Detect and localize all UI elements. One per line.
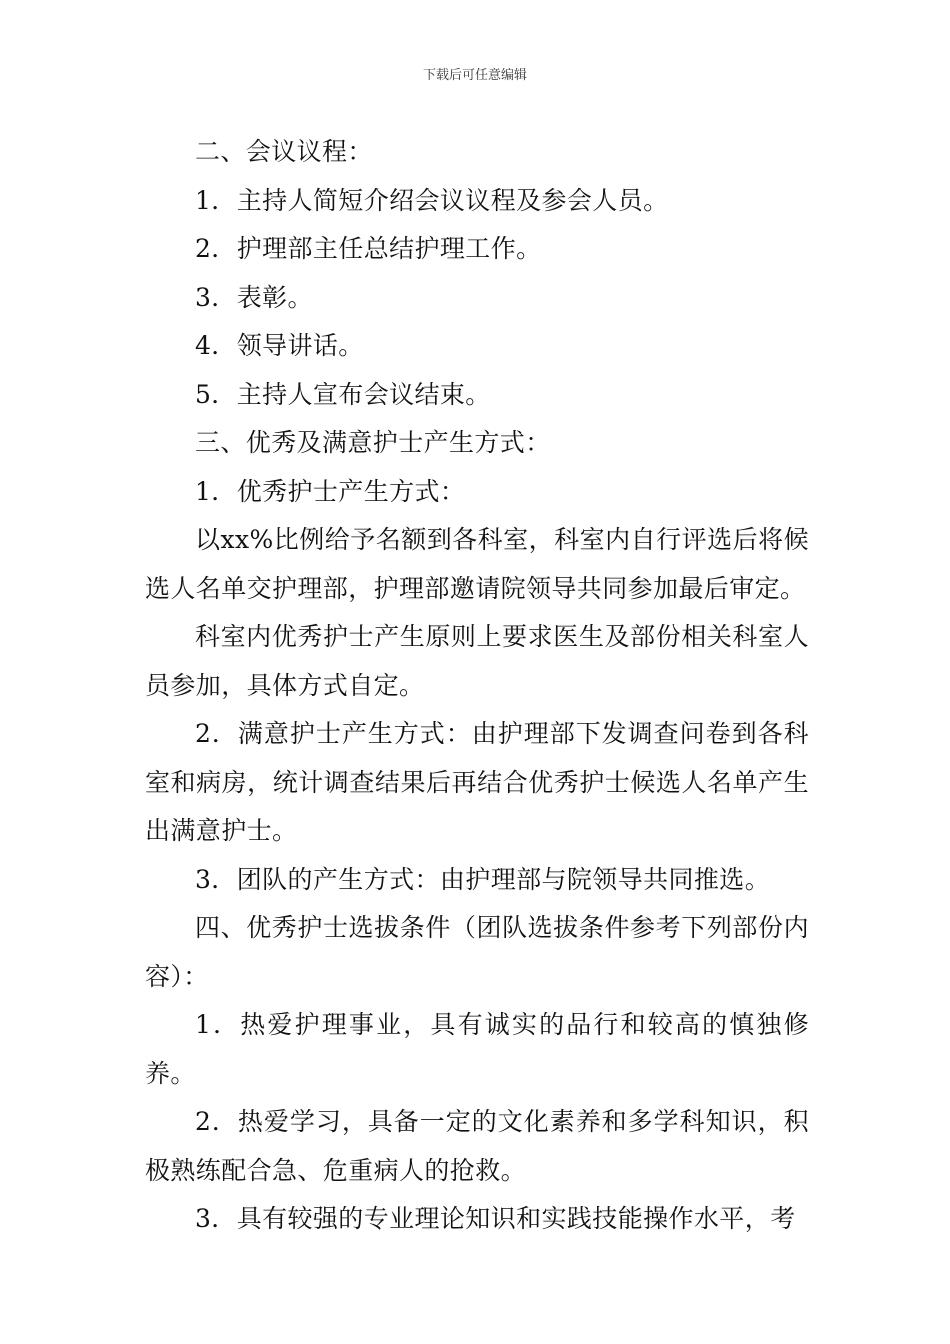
selection-method-3: 3．团队的产生方式：由护理部与院领导共同推选。 (195, 864, 771, 894)
criteria-item-1: 1．热爱护理事业，具有诚实的品行和较高的慎独修养。 (145, 1010, 809, 1088)
agenda-item-2: 2．护理部主任总结护理工作。 (195, 234, 542, 263)
section-heading-agenda: 二、会议议程： (195, 137, 373, 166)
agenda-item-3: 3．表彰。 (195, 282, 313, 312)
section-heading-criteria: 四、优秀护士选拔条件（团队选拔条件参考下列部份内容）： (145, 913, 809, 991)
document-body (145, 128, 809, 1244)
section-heading-selection-method: 三、优秀及满意护士产生方式： (195, 428, 551, 457)
criteria-item-2: 2．热爱学习，具备一定的文化素养和多学科知识，积极熟练配合急、危重病人的抢救。 (145, 1107, 809, 1185)
selection-method-1-quota: 以xx%比例给予名额到各科室，科室内自行评选后将候选人名单交护理部，护理部邀请院领导共同参加最后审定。 (145, 525, 809, 603)
agenda-item-1: 1．主持人简短介绍会议议程及参会人员。 (195, 185, 669, 215)
selection-method-1-principle: 科室内优秀护士产生原则上要求医生及部份相关科室人员参加，具体方式自定。 (145, 622, 809, 700)
selection-method-2: 2．满意护士产生方式：由护理部下发调查问卷到各科室和病房，统计调查结果后再结合优秀护士候选人名单产生出满意护士。 (145, 719, 809, 845)
criteria-item-3: 3．具有较强的专业理论知识和实践技能操作水平，考 (195, 1204, 796, 1233)
selection-method-1-title: 1．优秀护士产生方式： (195, 476, 466, 506)
agenda-item-4: 4．领导讲话。 (195, 331, 364, 360)
agenda-item-5: 5．主持人宣布会议结束。 (195, 379, 491, 409)
page-header: 下载后可任意编辑 (422, 68, 527, 83)
